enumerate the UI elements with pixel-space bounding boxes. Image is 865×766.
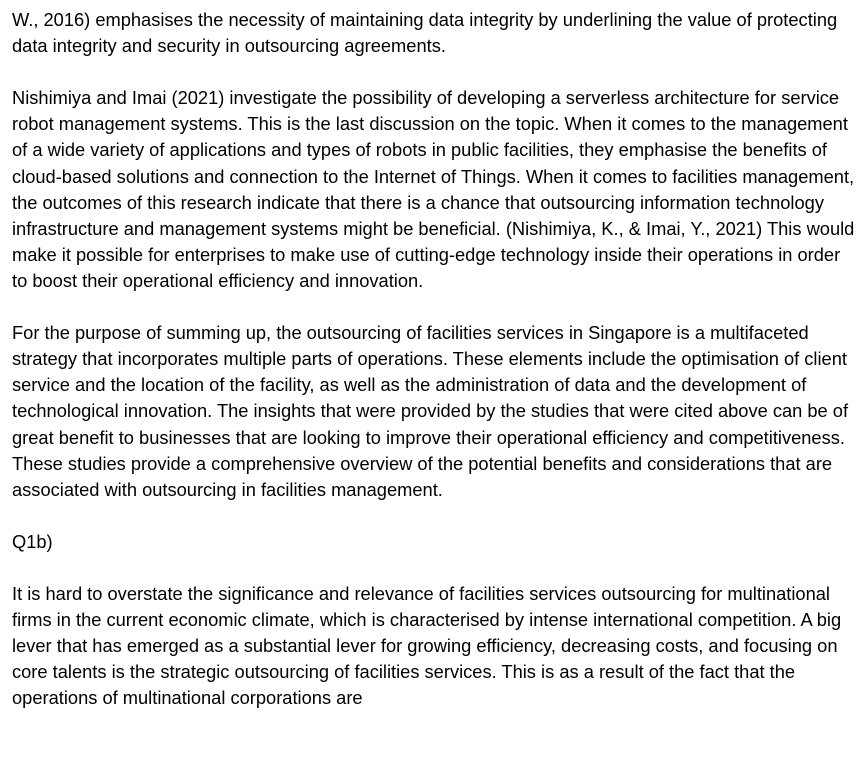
document-page [12,7,860,738]
paragraph-nishimiya-imai: Nishimiya and Imai (2021) investigate the possibility of developing a serverless architecture for service robot management systems. This is the last discussion on the topic. When it comes to the management of a wide variety of applications and types of robots in public facilities, they emphasise the benefits of cloud-based solutions and connection to the Internet of Things. When it comes to facilities management, the outcomes of this research indicate that there is a chance that outsourcing information technology infrastructure and management systems might be beneficial. (Nishimiya, K., & Imai, Y., 2021) This would make it possible for enterprises to make use of cutting-edge technology inside their operations in order to boost their operational efficiency and innovation. [12,87,855,291]
paragraph-q1b-intro: It is hard to overstate the significance and relevance of facilities services outsourcing for multinational firms in the current economic climate, which is characterised by intense international competition. A big lever that has emerged as a substantial lever for growing efficiency, decreasing costs, and focusing on core talents is the strategic outsourcing of facilities services. This is as a result of the fact that the operations of multinational corporations are [12,583,842,709]
section-heading-q1b: Q1b) [12,530,53,552]
paragraph-data-integrity: W., 2016) emphasises the necessity of maintaining data integrity by underlining the value of protecting data integrity and security in outsourcing agreements. [12,9,838,57]
paragraph-summary: For the purpose of summing up, the outsourcing of facilities services in Singapore is a multifaceted strategy that incorporates multiple parts of operations. These elements include the optimisation of client service and the location of the facility, as well as the administration of data and the development of technological innovation. The insights that were provided by the studies that were cited above can be of great benefit to businesses that are looking to improve their operational efficiency and competitiveness. These studies provide a comprehensive overview of the potential benefits and considerations that are associated with outsourcing in facilities management. [12,322,849,500]
